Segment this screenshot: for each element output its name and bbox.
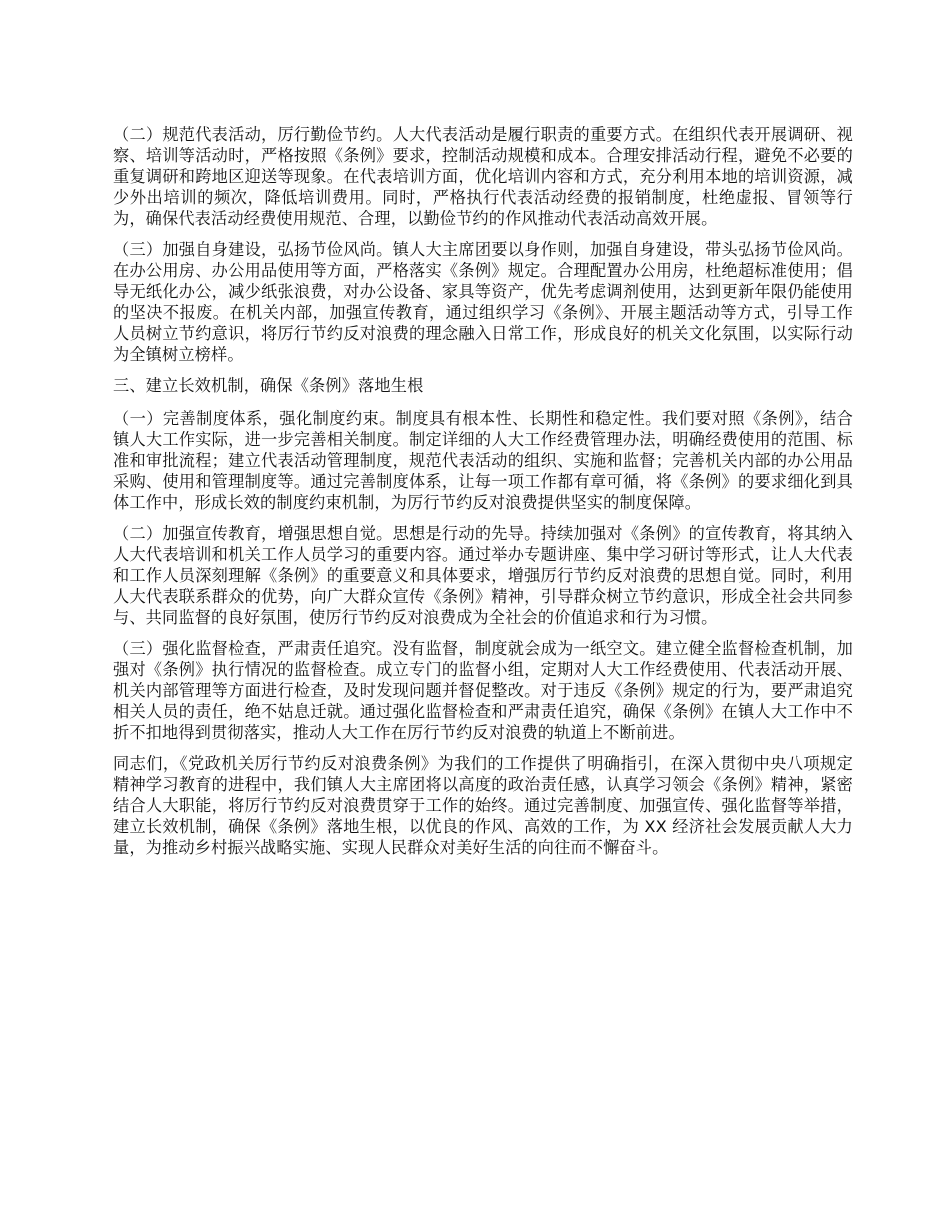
paragraph-improve-system: （一）完善制度体系，强化制度约束。制度具有根本性、长期性和稳定性。我们要对照《条例》，结合镇人大工作实际，进一步完善相关制度。制定详细的人大工作经费管理办法，明确经费使用的范围、标准和审批流程；建立代表活动管理制度，规范代表活动的组织、实施和监督；完善机关内部的办公用品采购、使用和管理制度等。通过完善制度体系，让每一项工作都有章可循，将《条例》的要求细化到具体工作中，形成长效的制度约束机制，为厉行节约反对浪费提供坚实的制度保障。 <box>113 409 853 512</box>
document-body <box>113 124 853 868</box>
paragraph-regulate-representative-activities: （二）规范代表活动，厉行勤俭节约。人大代表活动是履行职责的重要方式。在组织代表开展调研、视察、培训等活动时，严格按照《条例》要求，控制活动规模和成本。合理安排活动行程，避免不必要的重复调研和跨地区迎送等现象。在代表培训方面，优化培训内容和方式，充分利用本地的培训资源，减少外出培训的频次，降低培训费用。同时，严格执行代表活动经费的报销制度，杜绝虚报、冒领等行为，确保代表活动经费使用规范、合理，以勤俭节约的作风推动代表活动高效开展。 <box>113 125 853 228</box>
paragraph-conclusion: 同志们，《党政机关厉行节约反对浪费条例》为我们的工作提供了明确指引，在深入贯彻中央八项规定精神学习教育的进程中，我们镇人大主席团将以高度的政治责任感，认真学习领会《条例》精神，紧密结合人大职能，将厉行节约反对浪费贯穿于工作的始终。通过完善制度、加强宣传、强化监督等举措，建立长效机制，确保《条例》落地生根，以优良的作风、高效的工作，为 XX 经济社会发展贡献人大力量，为推动乡村振兴战略实施、实现人民群众对美好生活的向往而不懈奋斗。 <box>113 754 853 857</box>
paragraph-strengthen-self-construction: （三）加强自身建设，弘扬节俭风尚。镇人大主席团要以身作则，加强自身建设，带头弘扬节俭风尚。在办公用房、办公用品使用等方面，严格落实《条例》规定。合理配置办公用房，杜绝超标准使用；倡导无纸化办公，减少纸张浪费，对办公设备、家具等资产，优先考虑调剂使用，达到更新年限仍能使用的坚决不报废。在机关内部，加强宣传教育，通过组织学习《条例》、开展主题活动等方式，引导工作人员树立节约意识，将厉行节约反对浪费的理念融入日常工作，形成良好的机关文化氛围，以实际行动为全镇树立榜样。 <box>113 240 853 364</box>
paragraph-publicity-education: （二）加强宣传教育，增强思想自觉。思想是行动的先导。持续加强对《条例》的宣传教育，将其纳入人大代表培训和机关工作人员学习的重要内容。通过举办专题讲座、集中学习研讨等形式，让人大代表和工作人员深刻理解《条例》的重要意义和具体要求，增强厉行节约反对浪费的思想自觉。同时，利用人大代表联系群众的优势，向广大群众宣传《条例》精神，引导群众树立节约意识，形成全社会共同参与、共同监督的良好氛围，使厉行节约反对浪费成为全社会的价值追求和行为习惯。 <box>113 524 853 627</box>
paragraph-supervision-inspection: （三）强化监督检查，严肃责任追究。没有监督，制度就会成为一纸空文。建立健全监督检查机制，加强对《条例》执行情况的监督检查。成立专门的监督小组，定期对人大工作经费使用、代表活动开展、机关内部管理等方面进行检查，及时发现问题并督促整改。对于违反《条例》规定的行为，要严肃追究相关人员的责任，绝不姑息迁就。通过强化监督检查和严肃责任追究，确保《条例》在镇人大工作中不折不扣地得到贯彻落实，推动人大工作在厉行节约反对浪费的轨道上不断前进。 <box>113 639 853 742</box>
section-heading-long-term-mechanism: 三、建立长效机制，确保《条例》落地生根 <box>113 376 424 395</box>
